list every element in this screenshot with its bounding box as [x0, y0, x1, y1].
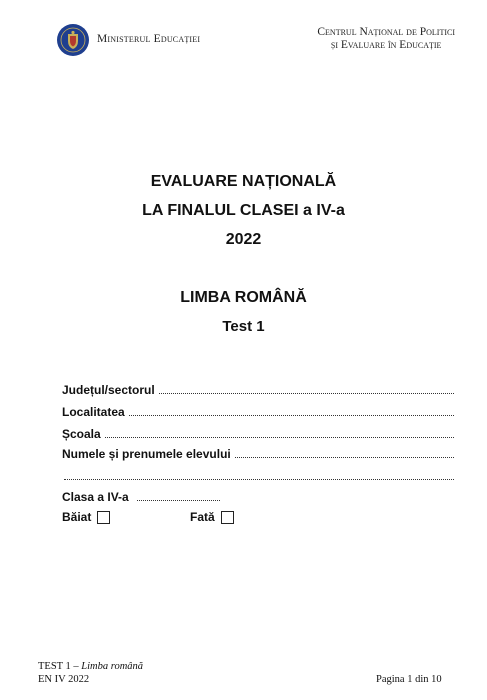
class-label: Clasa a IV-a	[62, 490, 129, 504]
locality-field[interactable]	[62, 401, 454, 419]
student-name-dotted-line	[235, 456, 454, 458]
center-name-line1: Centrul Național de Politici	[317, 26, 455, 38]
exam-grade: LA FINALUL CLASEI a IV-a	[142, 202, 345, 219]
locality-label: Localitatea	[62, 405, 125, 419]
footer-exam-code: EN IV 2022	[38, 674, 90, 685]
boy-checkbox[interactable]	[97, 511, 110, 524]
girl-checkbox[interactable]	[221, 511, 234, 524]
school-field[interactable]	[62, 423, 454, 441]
school-label: Școala	[62, 427, 101, 441]
boy-option[interactable]	[62, 510, 110, 524]
county-label: Județul/sectorul	[62, 383, 155, 397]
exam-year: 2022	[225, 231, 262, 248]
school-dotted-line	[105, 436, 454, 438]
ministry-name: Ministerul Educației	[97, 33, 201, 45]
test-number: Test 1	[222, 318, 265, 335]
ministry-logo-icon	[57, 24, 89, 56]
student-name-continuation-dotted-line	[64, 478, 454, 480]
locality-dotted-line	[129, 414, 454, 416]
county-field[interactable]	[62, 379, 454, 397]
exam-title: EVALUARE NAȚIONALĂ	[150, 173, 337, 190]
class-dotted-line	[137, 499, 220, 501]
student-name-label: Numele și prenumele elevului	[62, 447, 231, 461]
girl-option[interactable]	[190, 510, 234, 524]
girl-label: Fată	[190, 510, 215, 524]
exam-subject: LIMBA ROMÂNĂ	[180, 289, 307, 306]
boy-label: Băiat	[62, 510, 92, 524]
footer-left	[38, 660, 143, 686]
class-field[interactable]	[62, 486, 220, 504]
footer-test-line	[38, 660, 143, 673]
footer-test-subject: Limba română	[81, 661, 144, 672]
center-name-line2: și Evaluare în Educație	[330, 39, 442, 51]
county-dotted-line	[159, 392, 454, 394]
page-number: Pagina 1 din 10	[376, 674, 442, 685]
student-name-continuation-field[interactable]	[62, 465, 454, 483]
student-name-field[interactable]	[62, 443, 454, 461]
footer-test-code: TEST 1 –	[38, 661, 82, 672]
evaluation-center-name	[317, 26, 455, 52]
